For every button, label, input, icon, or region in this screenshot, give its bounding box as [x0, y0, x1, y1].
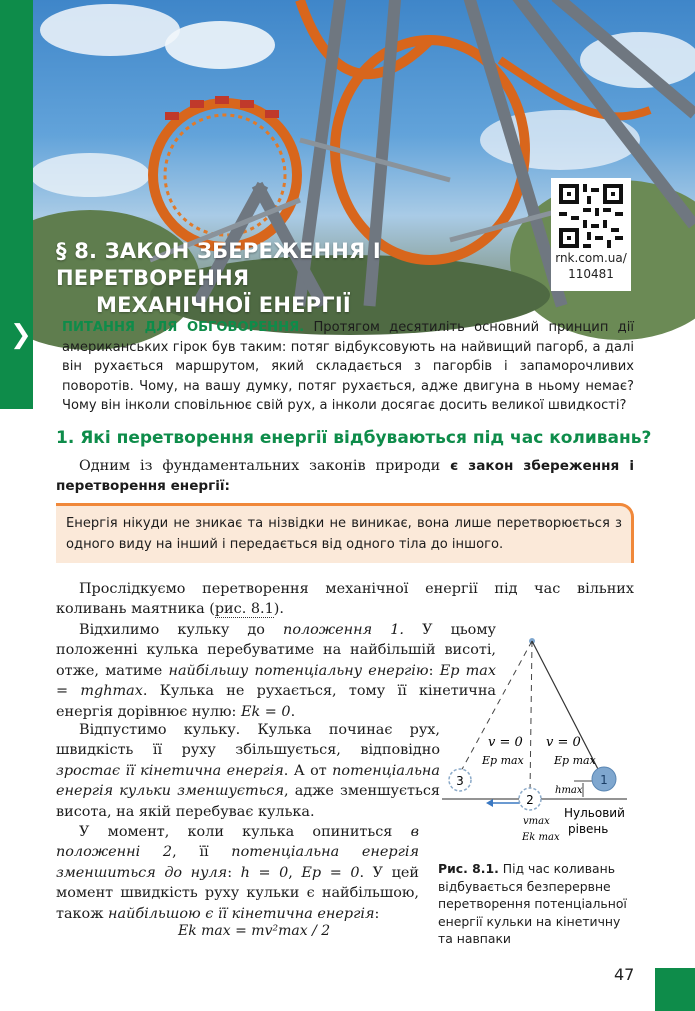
p4-italic-2: потенціальна енергія зменшиться до нуля: [56, 844, 419, 881]
p2-text-c: :: [428, 662, 434, 679]
section-heading: 1. Які перетворення енергії відбуваються під час коливань?: [56, 428, 652, 448]
chapter-title-line1: § 8. ЗАКОН ЗБЕРЕЖЕННЯ І ПЕРЕТВОРЕННЯ: [56, 239, 381, 290]
p4-text-a: У момент, коли кулька опиниться: [79, 824, 411, 840]
v-zero-right: v = 0: [546, 735, 581, 750]
p3-text-c: , адже зменшується висота, на якій перебуває кулька.: [56, 783, 440, 820]
p4-text-c: :: [227, 864, 241, 881]
zero-level-label-1: Нульовий: [564, 806, 625, 820]
formula-ek-max-text: Ek max = mv²max / 2: [178, 923, 331, 939]
formula-ek-zero: Ek = 0: [240, 703, 291, 720]
ball-3-label: 3: [456, 774, 464, 788]
intro-text: Одним із фундаментальних законів природи: [79, 458, 451, 474]
page-number: 47: [614, 965, 635, 984]
discussion-text: Протягом десятиліть основний принцип дії американських гірок був таким: потяг відбуксовують на найвищий пагорб, а далі він рухається маршрутом, який складається з пагорбів і запаморочливих поворотів. Чому, на вашу думку, потяг рухається, адже двигуна в ньому немає? Чому він інколи сповільнює свій рух, а інколи досягає досить великої швидкості?: [62, 320, 634, 414]
formula-ek-max: [178, 913, 331, 963]
qr-number: 110481: [568, 267, 614, 281]
caption-label: Рис. 8.1.: [438, 861, 499, 876]
h-max-label: hmax: [555, 785, 583, 796]
ek-max-label: Ek max: [522, 832, 560, 843]
paragraph-4: У момент, коли кулька опиниться в положенні 2, її потенціальна енергія зменшиться до нуля: h = 0, Ep = 0. У цей момент швидкість руху кульки є найбільшою, також найбільшою є її кінетична енергія:: [56, 824, 419, 922]
formula-h-zero: h = 0: [240, 864, 289, 881]
p2-text-a: Відхилимо кульку до: [79, 622, 284, 638]
ball-1-label: 1: [600, 773, 608, 787]
p4-text-b: , її: [172, 844, 232, 861]
formula-ep-max: Ep max = mghmax: [56, 662, 496, 700]
caption-text: Під час коливань відбувається безперервне перетворення потенціальної енергії кульки на кінетичну та навпаки: [438, 861, 627, 946]
pendulum-diagram: [442, 633, 642, 858]
qr-link[interactable]: rnk.com.ua/: [555, 251, 627, 265]
qr-caption[interactable]: [551, 250, 631, 282]
p4-text-e: :: [374, 905, 380, 922]
chevron-right-icon: ❯: [10, 320, 32, 350]
p2-text-d: . Кулька не рухається, тому її кінетична енергія дорівнює нулю:: [56, 683, 496, 720]
figure-link[interactable]: рис. 8.1: [214, 601, 274, 618]
intro-paragraph: [56, 456, 634, 497]
chapter-title: [56, 238, 546, 319]
ep-max-right: Ep max: [554, 754, 596, 767]
rule-text: Енергія нікуди не зникає та нізвідки не виникає, вона лише перетворюється з одного виду на інший і передається від одного тіла до іншого.: [66, 516, 622, 552]
p1-text-b: ).: [273, 601, 284, 618]
ball-2-label: 2: [526, 793, 534, 807]
p2-italic-1: положення 1.: [283, 622, 404, 638]
discussion-block: [62, 318, 634, 416]
p3-text-a: Відпустимо кульку. Кулька починає рух, швидкість її руху збільшується, відповідно: [56, 722, 440, 759]
p2-text-b: У цьому положенні кулька перебуватиме на найбільшій висоті, отже, матиме: [56, 622, 496, 679]
chapter-title-line2: МЕХАНІЧНОЇ ЕНЕРГІЇ: [96, 293, 351, 317]
qr-code-icon[interactable]: [559, 184, 623, 248]
p3-italic-2: потенціальна енергія кульки зменшується: [56, 762, 440, 800]
ep-max-left: Ep max: [482, 754, 524, 767]
formula-ep-zero: Ep = 0: [301, 864, 360, 881]
p3-text-b: . А от: [283, 762, 333, 779]
p4-italic-1: в положенні 2: [56, 824, 419, 861]
paragraph-3: [56, 720, 440, 822]
hero-image: [0, 0, 695, 317]
paragraph-1: [56, 579, 634, 620]
p3-italic-1: зростає її кінетична енергія: [56, 762, 284, 779]
p4-text-d: . У цей момент швидкість руху кульки є найбільшою, також: [56, 864, 419, 922]
pendulum-figure: [442, 633, 642, 862]
discussion-lead: ПИТАННЯ ДЛЯ ОБГОВОРЕННЯ.: [62, 320, 305, 335]
p1-text-a: Прослідкуємо перетворення механічної енергії під час вільних коливань маятника (: [56, 581, 634, 618]
zero-level-label-2: рівень: [568, 822, 609, 836]
p4-italic-3: найбільшою є її кінетична енергія: [108, 905, 375, 922]
rule-box: [56, 503, 634, 563]
intro-bold: є закон збереження і перетворення енергії:: [56, 458, 635, 495]
corner-tab: [655, 968, 695, 1011]
qr-block[interactable]: [551, 178, 631, 291]
v-max-label: vmax: [523, 816, 550, 827]
figure-caption: [438, 860, 638, 948]
paragraph-2: Відхилимо кульку до положення 1. У цьому положенні кулька перебуватиме на найбільшій висоті, отже, матиме найбільшу потенціальну енергію: Ep max = mghmax. Кулька не рухається, тому її кінетична енергія дорівнює нулю: Ek = 0.: [56, 622, 496, 720]
v-zero-left: v = 0: [488, 735, 523, 750]
p2-italic-2: найбільшу потенціальну енергію: [168, 662, 429, 679]
